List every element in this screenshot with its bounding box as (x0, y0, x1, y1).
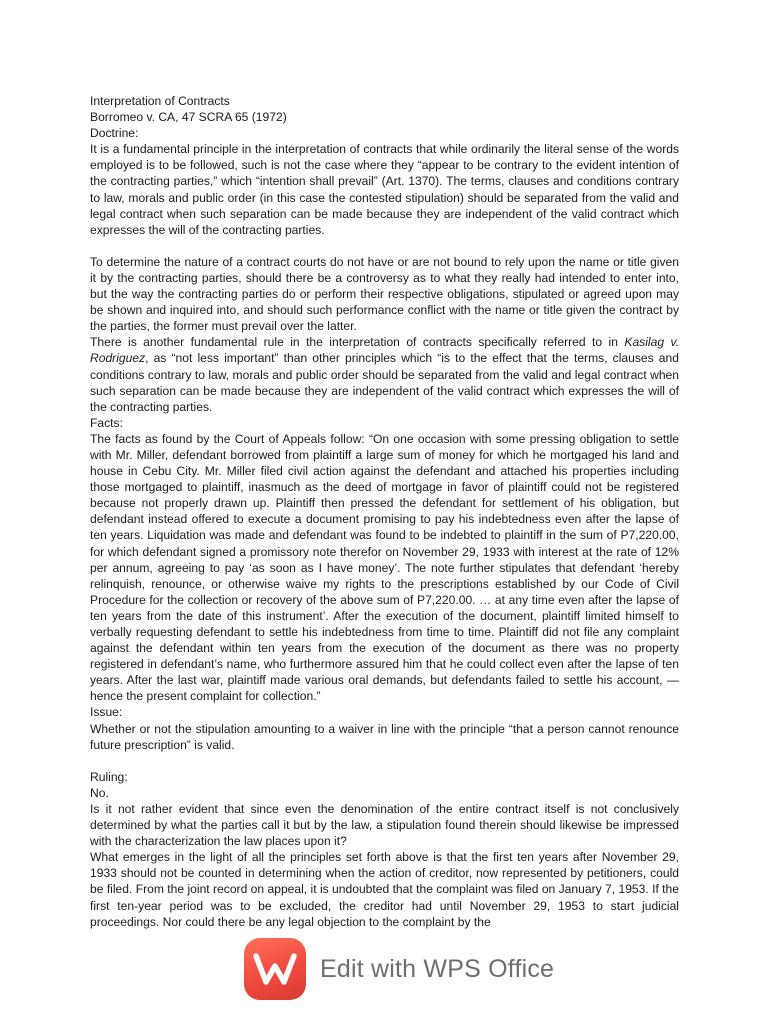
facts-paragraph: The facts as found by the Court of Appeals follow: “On one occasion with some pressing obligation to settle with Mr. Miller, defendant borrowed from plaintiff a large sum of money for which he mortgaged his land and house in Cebu City. Mr. Miller filed civil action against the defendant and attached his properties including those mortgaged to plaintiff, inasmuch as the deed of mortgage in favor of plaintiff could not be registered because not properly drawn up. Plaintiff then pressed the defendant for settlement of his obligation, but defendant instead offered to execute a document promising to pay his indebtedness even after the lapse of ten years. Liquidation was made and defendant was found to be indebted to plaintiff in the sum of P7,220.00, for which defendant signed a promissory note therefor on November 29, 1933 with interest at the rate of 12% per annum, agreeing to pay ‘as soon as I have money’. The note further stipulates that defendant ‘hereby relinquish, renounce, or otherwise waive my rights to the prescriptions established by our Code of Civil Procedure for the collection or recovery of the above sum of P7,220.00. … at any time even after the lapse of ten years from the date of this instrument’. After the execution of the document, plaintiff limited himself to verbally requesting defendant to settle his indebtedness from time to time. Plaintiff did not file any complaint against the defendant within ten years from the execution of the document as there was no property registered in defendant’s name, who furthermore assured him that he could collect even after the lapse of ten years. After the last war, plaintiff made various oral demands, but defendants failed to settle his account, — hence the present complaint for collection.” (90, 431, 679, 704)
ruling-heading: Ruling: (90, 769, 128, 784)
wps-logo-icon (244, 938, 306, 1000)
case-citation: Borromeo v. CA, 47 SCRA 65 (1972) (90, 110, 287, 125)
doctrine-p3-end: , as “not less important” than other principles which “is to the effect that the terms, clauses and conditions contrary to law, morals and public order should be separated from the valid and legal contract when such separation can be made because they are independent of the valid contract which expresses the will of the contracting parties. (90, 351, 679, 414)
ruling-answer: No. (90, 785, 109, 800)
edit-with-wps-label[interactable]: Edit with WPS Office (320, 954, 555, 983)
doctrine-paragraph-2: To determine the nature of a contract courts do not have or are not bound to rely upon the name or title given it by the contracting parties, should there be a controversy as to what they really had intended to enter into, but the way the contracting parties do or perform their respective obligations, stipulated or agreed upon may be shown and inquired into, and should such performance conflict with the name or title given the contract by the parties, the former must prevail over the latter. (90, 254, 679, 334)
doctrine-p3-start: There is another fundamental rule in the interpretation of contracts specifically referred to in (90, 335, 625, 350)
issue-paragraph: Whether or not the stipulation amounting to a waiver in line with the principle “that a person cannot renounce future prescription” is valid. (90, 721, 679, 752)
issue-heading: Issue: (90, 705, 123, 720)
document-page (90, 93, 679, 930)
kasilag-case-name: Kasilag v. Rodriguez (90, 335, 679, 366)
document-title: Interpretation of Contracts (90, 94, 230, 108)
doctrine-heading: Doctrine: (90, 126, 139, 141)
ruling-paragraph-1: Is it not rather evident that since even the denomination of the entire contract itself is not conclusively determined by what the parties call it but by the law, a stipulation found therein should likewise be impressed with the characterization the law places upon it? (90, 801, 679, 849)
blank-line (90, 238, 679, 254)
blank-line (90, 753, 679, 769)
wps-edit-banner[interactable] (244, 937, 554, 1001)
facts-heading: Facts: (90, 415, 123, 430)
doctrine-paragraph-3 (90, 334, 679, 414)
doctrine-paragraph-1: It is a fundamental principle in the interpretation of contracts that while ordinarily the literal sense of the words employed is to be followed, such is not the case where they “appear to be contrary to the evident intention of the contracting parties,” which “intention shall prevail” (Art. 1370). The terms, clauses and conditions contrary to law, morals and public order (in this case the contested stipulation) should be separated from the valid and legal contract when such separation can be made because they are independent of the valid contract which expresses the will of the contracting parties. (90, 142, 679, 237)
ruling-paragraph-2: What emerges in the light of all the principles set forth above is that the first ten years after November 29, 1933 should not be counted in determining when the action of creditor, now represented by petitioners, could be filed. From the joint record on appeal, it is undoubted that the complaint was filed on January 7, 1953. If the first ten-year period was to be excluded, the creditor had until November 29, 1953 to start judicial proceedings. Nor could there be any legal objection to the complaint by the (90, 850, 679, 929)
